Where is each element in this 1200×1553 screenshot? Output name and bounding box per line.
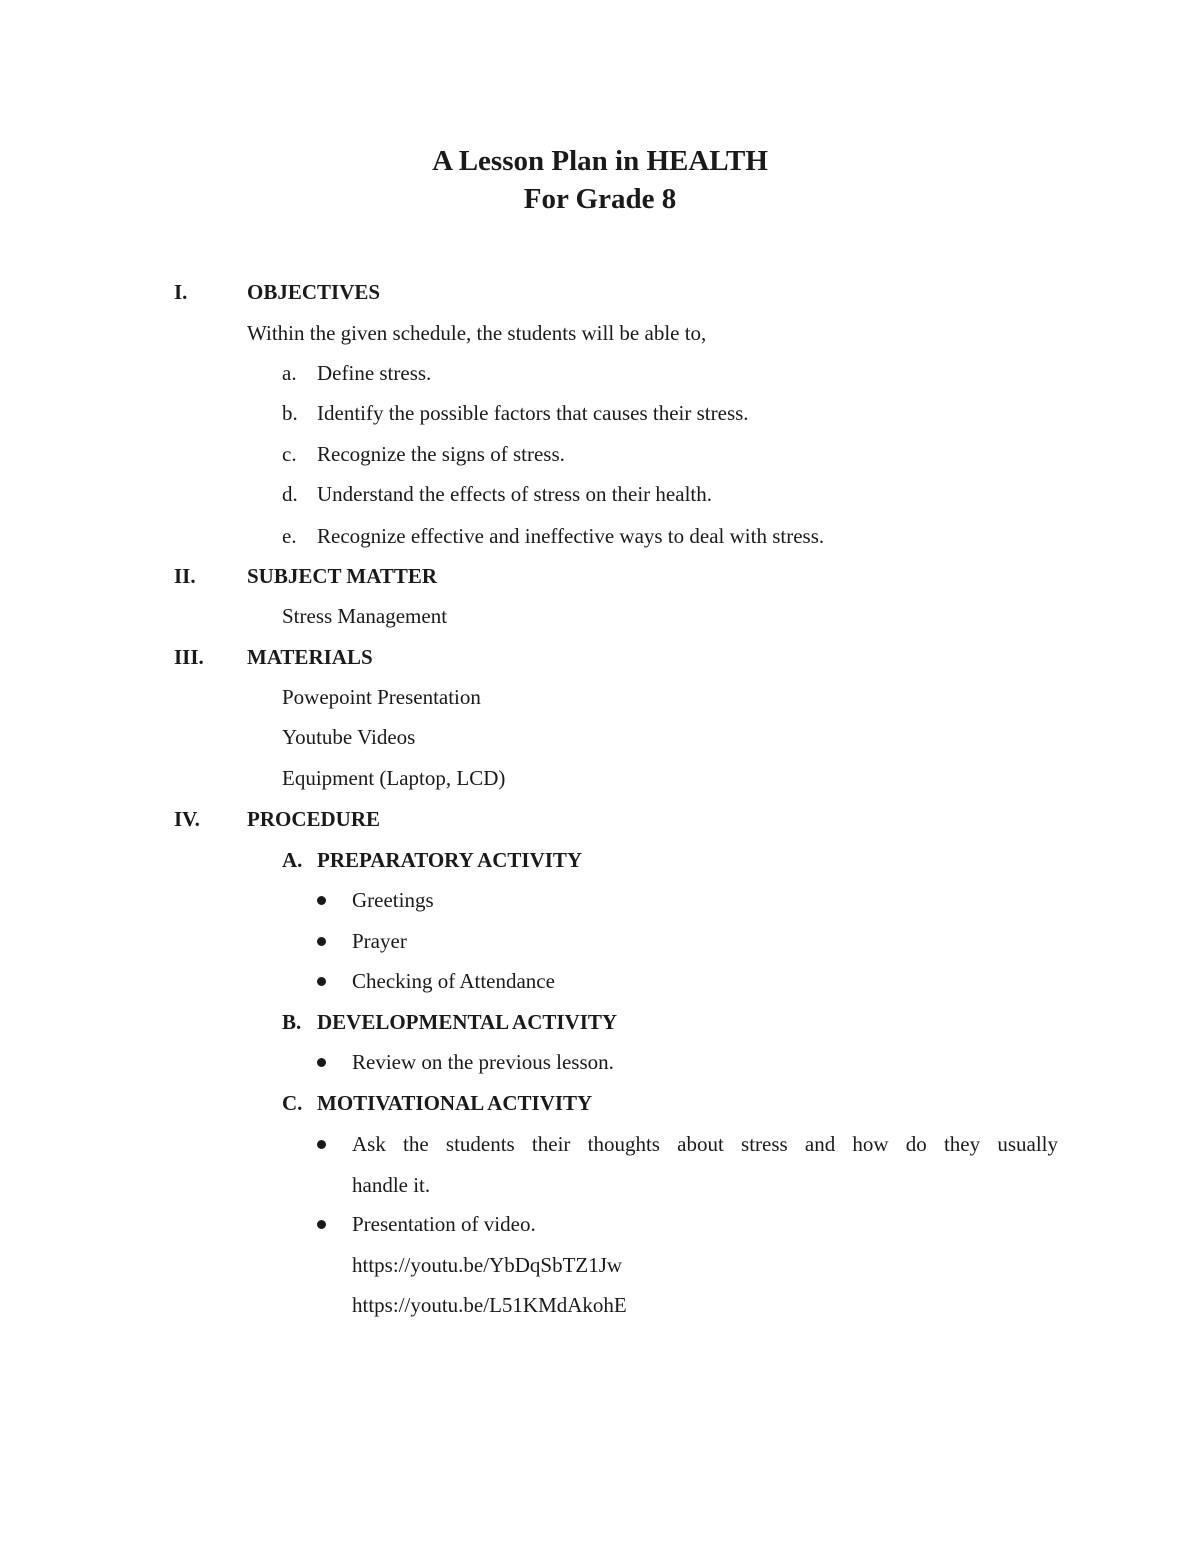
section-heading-materials: MATERIALS bbox=[247, 645, 373, 669]
objective-item: Define stress. bbox=[317, 361, 432, 385]
subsection-marker: C. bbox=[282, 1091, 303, 1115]
bullet-icon bbox=[317, 937, 326, 946]
bullet-item: Review on the previous lesson. bbox=[352, 1050, 614, 1074]
subject-matter-text: Stress Management bbox=[282, 604, 448, 628]
bullet-item: Checking of Attendance bbox=[352, 969, 555, 993]
section-numeral-objectives: I. bbox=[174, 280, 188, 304]
bullet-icon bbox=[317, 1140, 326, 1149]
subsection-heading-motivational: MOTIVATIONAL ACTIVITY bbox=[317, 1091, 593, 1115]
section-heading-objectives: OBJECTIVES bbox=[247, 280, 381, 304]
objective-item: Recognize effective and ineffective ways to deal with stress. bbox=[317, 524, 825, 548]
video-link[interactable]: https://youtu.be/YbDqSbTZ1Jw bbox=[352, 1253, 623, 1277]
objective-item: Understand the effects of stress on their health. bbox=[317, 482, 712, 506]
subsection-marker: B. bbox=[282, 1010, 302, 1034]
material-item: Youtube Videos bbox=[282, 725, 416, 749]
section-heading-procedure: PROCEDURE bbox=[247, 807, 381, 831]
section-numeral-materials: III. bbox=[174, 645, 204, 669]
section-heading-subject-matter: SUBJECT MATTER bbox=[247, 564, 438, 588]
objective-marker: d. bbox=[282, 482, 298, 506]
material-item: Equipment (Laptop, LCD) bbox=[282, 766, 506, 790]
subsection-heading-developmental: DEVELOPMENTAL ACTIVITY bbox=[317, 1010, 618, 1034]
objective-marker: e. bbox=[282, 524, 297, 548]
section-numeral-procedure: IV. bbox=[174, 807, 200, 831]
video-link[interactable]: https://youtu.be/L51KMdAkohE bbox=[352, 1293, 627, 1317]
bullet-item: Presentation of video. bbox=[352, 1212, 536, 1236]
bullet-item-continuation: handle it. bbox=[352, 1173, 431, 1197]
subsection-marker: A. bbox=[282, 848, 303, 872]
bullet-item: Greetings bbox=[352, 888, 434, 912]
objectives-intro: Within the given schedule, the students will be able to, bbox=[247, 321, 707, 345]
subsection-heading-preparatory: PREPARATORY ACTIVITY bbox=[317, 848, 583, 872]
bullet-icon bbox=[317, 1220, 326, 1229]
objective-marker: a. bbox=[282, 361, 297, 385]
bullet-icon bbox=[317, 896, 326, 905]
objective-item: Recognize the signs of stress. bbox=[317, 442, 565, 466]
bullet-icon bbox=[317, 1058, 326, 1067]
objective-item: Identify the possible factors that causes their stress. bbox=[317, 401, 749, 425]
bullet-item: Prayer bbox=[352, 929, 407, 953]
objective-marker: c. bbox=[282, 442, 297, 466]
objective-marker: b. bbox=[282, 401, 298, 425]
section-numeral-subject-matter: II. bbox=[174, 564, 196, 588]
material-item: Powepoint Presentation bbox=[282, 685, 481, 709]
bullet-icon bbox=[317, 977, 326, 986]
bullet-item: Ask the students their thoughts about stress and how do they usually bbox=[352, 1132, 1058, 1156]
document-title: A Lesson Plan in HEALTH bbox=[432, 145, 768, 177]
document-subtitle: For Grade 8 bbox=[523, 183, 677, 215]
